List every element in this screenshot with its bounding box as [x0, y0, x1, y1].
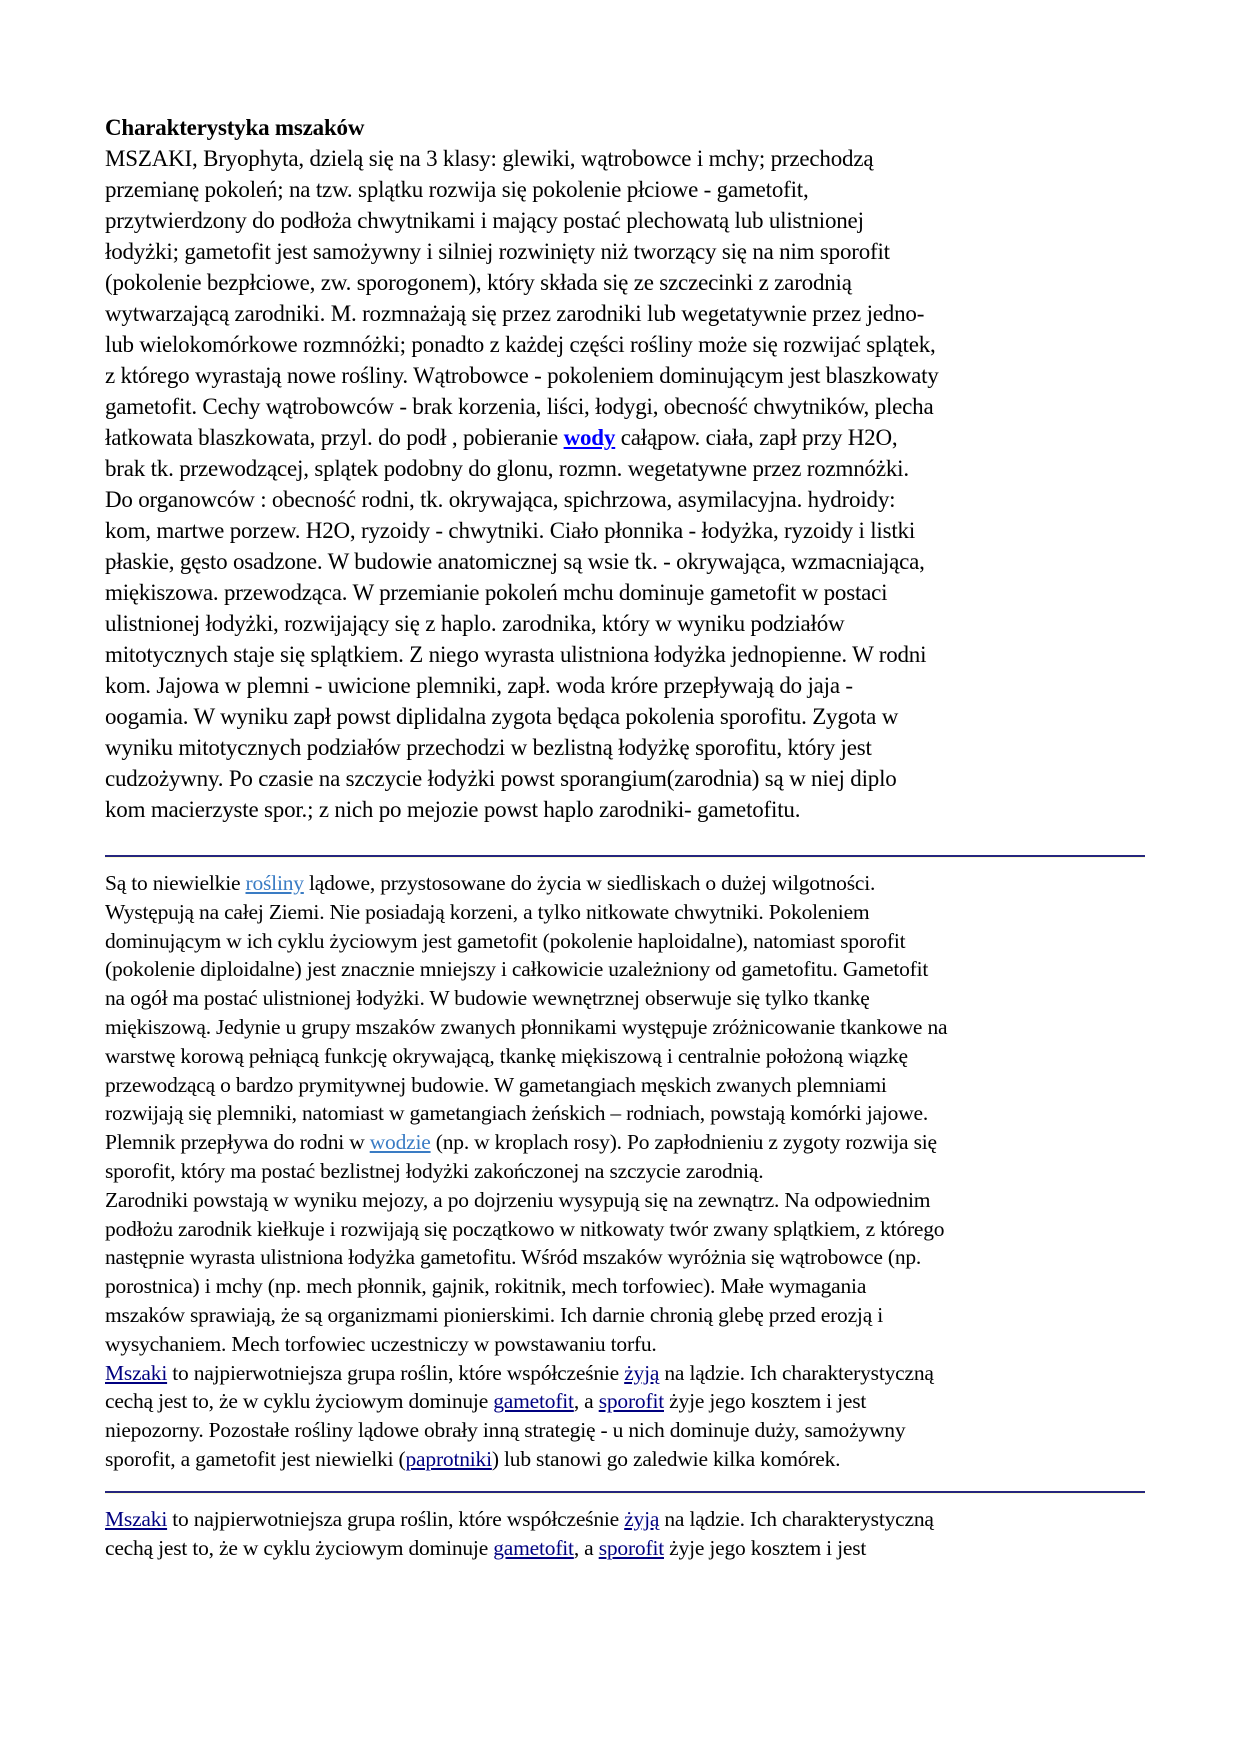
text-run: sporofit, a gametofit jest niewielki ( [105, 1446, 406, 1471]
text-run: na lądzie. Ich charakterystyczną [659, 1506, 934, 1531]
text-run: kom. Jajowa w plemni - uwicione plemniki, zapł. woda króre przepływają do jaja - [105, 673, 853, 698]
text-run: na ogół ma postać ulistnionej łodyżki. W budowie wewnętrznej obserwuje się tylko tkankę [105, 986, 870, 1011]
text-run: wytwarzającą zarodniki. M. rozmnażają się przez zarodniki lub wegetatywnie przez jedno- [105, 301, 925, 326]
link-gametofit-1[interactable]: gametofit [493, 1389, 574, 1414]
link-wodzie[interactable]: wodzie [369, 1130, 431, 1155]
paragraph-habitat [105, 869, 1145, 1186]
text-run: przytwierdzony do podłoża chwytnikami i mający postać plechowatą lub ulistnionej [105, 208, 864, 233]
text-run: to najpierwotniejsza grupa roślin, które współcześnie [167, 1506, 625, 1531]
text-run: ulistnionej łodyżki, rozwijający się z haplo. zarodnika, który w wyniku podziałów [105, 611, 845, 636]
link-mszaki-1[interactable]: Mszaki [105, 1360, 168, 1385]
text-run: Do organowców : obecność rodni, tk. okrywająca, spichrzowa, asymilacyjna. hydroidy: [105, 487, 896, 512]
text-run: łodyżki; gametofit jest samożywny i silniej rozwinięty niż tworzący się na nim sporofit [105, 239, 890, 264]
text-run: Są to niewielkie [105, 871, 246, 895]
text-run: przemianę pokoleń; na tzw. splątku rozwija się pokolenie płciowe - gametofit, [105, 177, 809, 202]
text-run: cechą jest to, że w cyklu życiowym dominuje [105, 1389, 494, 1414]
section-divider-2 [105, 1491, 1145, 1494]
section-divider-1 [105, 855, 1145, 858]
text-run: cudzożywny. Po czasie na szczycie łodyżki powst sporangium(zarodnia) są w niej diplo [105, 766, 897, 791]
text-run: przewodzącą o bardzo prymitywnej budowie. W gametangiach męskich zwanych plemniami [105, 1072, 887, 1097]
text-run: podłożu zarodnik kiełkuje i rozwijają się początkowo w nitkowaty twór zwany splątkiem, z którego [105, 1216, 945, 1241]
text-run: ) lub stanowi go zaledwie kilka komórek. [491, 1446, 841, 1471]
link-wody[interactable]: wody [563, 425, 616, 450]
text-run: wyniku mitotycznych podziałów przechodzi w bezlistną łodyżkę sporofitu, który jest [105, 735, 872, 760]
link-mszaki-2[interactable]: Mszaki [105, 1506, 168, 1531]
text-run: rozwijają się plemniki, natomiast w gametangiach żeńskich – rodniach, powstają komórki jajowe. [105, 1101, 929, 1126]
text-run: Plemnik przepływa do rodni w [105, 1130, 370, 1155]
text-run: z którego wyrastają nowe rośliny. Wątrobowce - pokoleniem dominującym jest blaszkowaty [105, 363, 939, 388]
text-run: cechą jest to, że w cyklu życiowym dominuje [105, 1535, 494, 1560]
text-run: mszaków sprawiają, że są organizmami pionierskimi. Ich darnie chronią glebę przed erozją i [105, 1302, 883, 1327]
text-run: żyje jego kosztem i jest [664, 1389, 867, 1414]
text-run: Występują na całej Ziemi. Nie posiadają korzeni, a tylko nitkowate chwytniki. Pokoleniem [105, 899, 870, 924]
text-run: miękiszowa. przewodząca. W przemianie pokoleń mchu dominuje gametofit w postaci [105, 580, 888, 605]
text-run: niepozorny. Pozostałe rośliny lądowe obrały inną strategię - u nich dominuje duży, samożywny [105, 1418, 906, 1443]
text-run: następnie wyrasta ulistniona łodyżka gametofitu. Wśród mszaków wyróżnia się wątrobowce (np. [105, 1245, 922, 1270]
link-paprotniki[interactable]: paprotniki [405, 1446, 492, 1471]
text-run: lub wielokomórkowe rozmnóżki; ponadto z każdej części rośliny może się rozwijać splątek, [105, 332, 936, 357]
paragraph-mszaki-summary [105, 1359, 1145, 1474]
text-run: MSZAKI, Bryophyta, dzielą się na 3 klasy: glewiki, wątrobowce i mchy; przechodzą [105, 146, 874, 171]
text-run: gametofit. Cechy wątrobowców - brak korzenia, liści, łodygi, obecność chwytników, plecha [105, 394, 934, 419]
link-zyja-1[interactable]: żyją [624, 1360, 660, 1385]
text-run: (np. w kroplach rosy). Po zapłodnieniu z zygoty rozwija się [430, 1130, 937, 1155]
text-run: płaskie, gęsto osadzone. W budowie anatomicznej są wsie tk. - okrywająca, wzmacniająca, [105, 549, 925, 574]
text-run: dominującym w ich cyklu życiowym jest gametofit (pokolenie haploidalne), natomiast sporofit [105, 928, 906, 953]
text-run: lądowe, przystosowane do życia w siedliskach o dużej wilgotności. [303, 871, 876, 895]
link-sporofit-2[interactable]: sporofit [598, 1535, 664, 1560]
link-zyja-2[interactable]: żyją [624, 1506, 660, 1531]
text-run: (pokolenie bezpłciowe, zw. sporogonem), który składa się ze szczecinki z zarodnią [105, 270, 852, 295]
text-run: , a [573, 1389, 599, 1414]
paragraph-mszaki-summary-repeat [105, 1505, 1145, 1563]
link-gametofit-2[interactable]: gametofit [493, 1535, 574, 1560]
text-run: brak tk. przewodzącej, splątek podobny do glonu, rozmn. wegetatywne przez rozmnóżki. [105, 456, 909, 481]
link-sporofit-1[interactable]: sporofit [598, 1389, 664, 1414]
paragraph-overview [105, 143, 1145, 825]
text-run: oogamia. W wyniku zapł powst diplidalna zygota będąca pokolenia sporofitu. Zygota w [105, 704, 899, 729]
text-run: sporofit, który ma postać bezlistnej łodyżki zakończonej na szczycie zarodnią. [105, 1158, 764, 1183]
text-run: wysychaniem. Mech torfowiec uczestniczy w powstawaniu torfu. [105, 1331, 657, 1356]
text-run: Zarodniki powstają w wyniku mejozy, a po dojrzeniu wysypują się na zewnątrz. Na odpowiednim [105, 1187, 931, 1212]
text-run: Charakterystyka mszaków [105, 115, 365, 140]
text-run: kom, martwe porzew. H2O, ryzoidy - chwytniki. Ciało płonnika - łodyżka, ryzoidy i listki [105, 518, 916, 543]
text-run: (pokolenie diploidalne) jest znacznie mniejszy i całkowicie uzależniony od gametofitu. Gametofit [105, 957, 929, 982]
document-body [105, 112, 1145, 1562]
text-run: to najpierwotniejsza grupa roślin, które współcześnie [167, 1360, 625, 1385]
text-run: mitotycznych staje się splątkiem. Z niego wyrasta ulistniona łodyżka jednopienne. W rodni [105, 642, 927, 667]
text-run: na lądzie. Ich charakterystyczną [659, 1360, 934, 1385]
document-title [105, 112, 1145, 143]
text-run: żyje jego kosztem i jest [664, 1535, 867, 1560]
text-run: , a [573, 1535, 599, 1560]
link-rosliny[interactable]: rośliny [245, 871, 304, 895]
text-run: łatkowata blaszkowata, przyl. do podł , pobieranie [105, 425, 564, 450]
text-run: porostnica) i mchy (np. mech płonnik, gajnik, rokitnik, mech torfowiec). Małe wymagania [105, 1274, 867, 1299]
text-run: całąpow. ciała, zapł przy H2O, [615, 425, 898, 450]
text-run: kom macierzyste spor.; z nich po mejozie powst haplo zarodniki- gametofitu. [105, 797, 801, 822]
text-run: miękiszową. Jedynie u grupy mszaków zwanych płonnikami występuje zróżnicowanie tkankowe na [105, 1014, 948, 1039]
text-run: warstwę korową pełniącą funkcję okrywającą, tkankę miękiszową i centralnie położoną wiązkę [105, 1043, 908, 1068]
paragraph-spores [105, 1186, 1145, 1359]
